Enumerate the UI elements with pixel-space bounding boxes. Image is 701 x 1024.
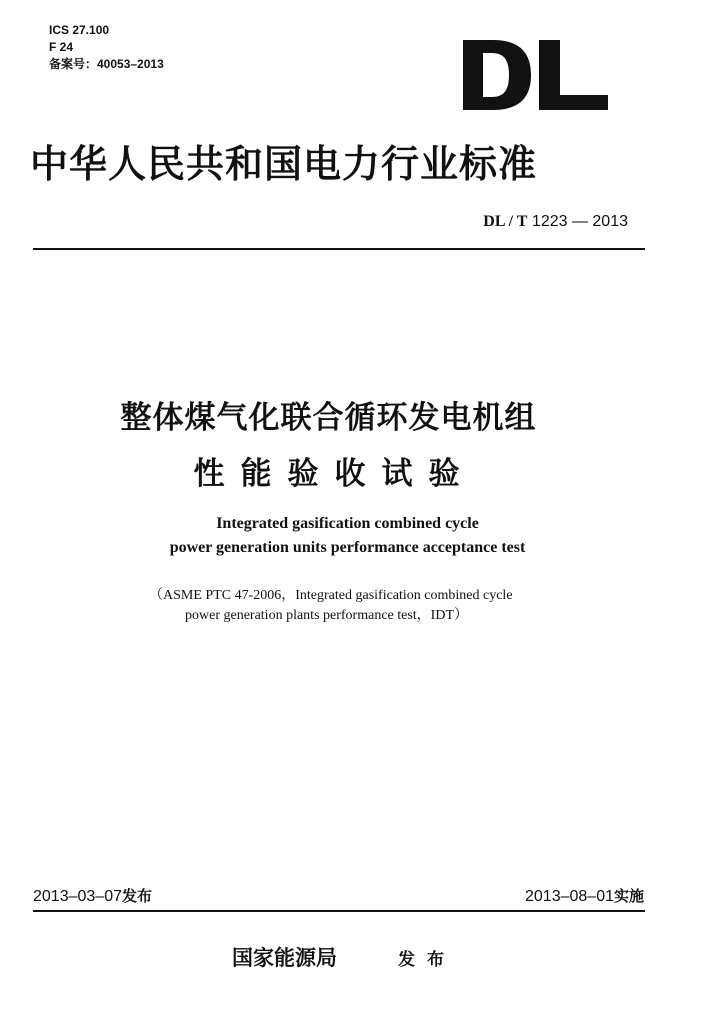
publisher-name: 国家能源局	[232, 945, 337, 970]
effective-date	[525, 885, 644, 906]
effective-date-value: 2013–08–01	[525, 888, 614, 905]
classification-block	[49, 22, 164, 73]
issue-date	[33, 885, 152, 906]
adoption-note-line1: （ASME PTC 47-2006，Integrated gasification combined cycle	[149, 588, 513, 603]
top-divider	[33, 248, 645, 250]
publisher-action: 发布	[398, 950, 456, 970]
issuing-organization-title: 中华人民共和国电力行业标准	[30, 141, 538, 186]
title-en-line1: Integrated gasification combined cycle	[216, 515, 479, 532]
ics-code: ICS 27.100	[49, 23, 110, 37]
title-zh-line2: 性能验收试验	[193, 456, 476, 492]
standard-code-number: 1223 — 2013	[531, 213, 628, 230]
issue-date-value: 2013–03–07	[33, 888, 122, 905]
record-number: 备案号：40053–2013	[49, 57, 164, 71]
bottom-divider	[33, 910, 645, 912]
standard-code	[483, 213, 628, 231]
effective-date-label: 实施	[613, 887, 644, 905]
title-en-line2: power generation units performance acceptance test	[169, 539, 526, 556]
title-zh-line1: 整体煤气化联合循环发电机组	[120, 400, 537, 436]
adoption-note-line2: power generation plants performance test，IDT）	[185, 608, 469, 623]
issue-date-label: 发布	[121, 887, 152, 905]
standard-code-prefix: DL / T	[483, 213, 528, 230]
ccs-code: F 24	[49, 40, 74, 54]
dl-logo	[463, 40, 608, 110]
